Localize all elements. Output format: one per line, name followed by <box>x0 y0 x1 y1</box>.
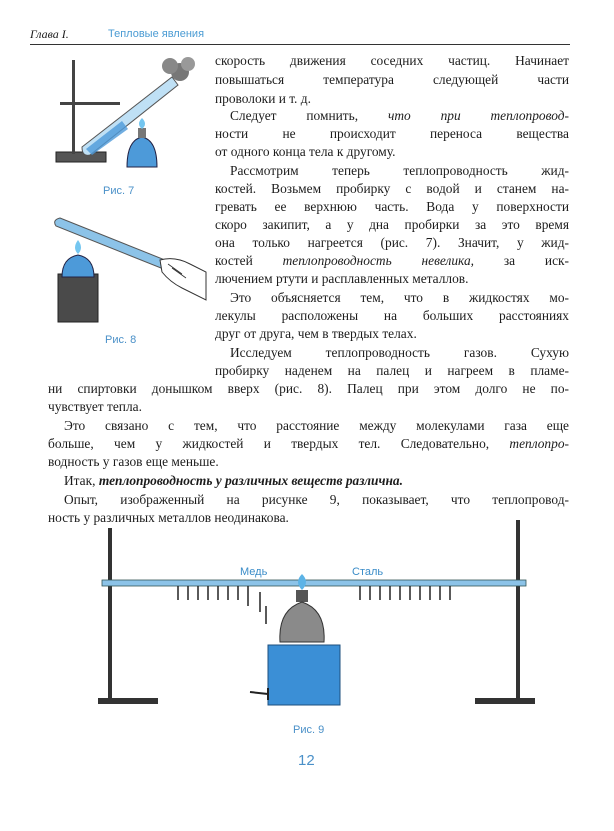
text-line: друг от друга, чем в твердых телах. <box>215 326 417 341</box>
text-line: лекулы расположены на больших расстояниях <box>215 308 569 323</box>
text-line: Исследуем теплопроводность газов. Сухую <box>230 345 569 360</box>
text-line: гревать ее верхнюю часть. Вода у поверхности <box>215 199 569 214</box>
wax-nails-right <box>360 586 450 600</box>
text-line: Рассмотрим теперь теплопроводность жид- <box>230 163 569 178</box>
lamp-block <box>268 645 340 705</box>
text-line: повышаться температура следующей части <box>215 72 569 87</box>
text-run: больше, чем у жидкостей и твердых тел. Следовательно, <box>48 436 490 451</box>
figure-9 <box>90 520 540 710</box>
figure-7-caption: Рис. 7 <box>103 185 135 197</box>
text-run: за иск- <box>503 253 569 268</box>
page-number: 12 <box>298 752 315 769</box>
text-line: скоро закипит, а у дна пробирки за это время <box>215 217 569 232</box>
wooden-block <box>58 274 98 322</box>
metal-rod <box>102 580 526 586</box>
text-line <box>64 473 403 488</box>
wax-nails-left <box>178 586 266 624</box>
fallen-nail <box>250 688 268 700</box>
text-run-bold-italic: теплопроводность у различных веществ различна. <box>98 473 403 488</box>
hand <box>160 259 206 300</box>
text-line: ни спиртовки донышком вверх (рис. 8). Палец при этом долго не по- <box>48 381 569 396</box>
text-line: ность у различных металлов неодинакова. <box>48 510 289 525</box>
figure-8-caption: Рис. 8 <box>105 334 137 346</box>
steam-cloud <box>162 57 195 81</box>
text-line: проволоки и т. д. <box>215 91 311 106</box>
text-line: костей. Возьмем пробирку с водой и станем на- <box>215 181 569 196</box>
text-line: чувствует тепла. <box>48 399 142 414</box>
text-line: скорость движения соседних частиц. Начинает <box>215 53 569 68</box>
spirit-lamp <box>62 240 94 277</box>
spirit-lamp <box>127 118 157 167</box>
text-run: Следует помнить, <box>230 108 359 123</box>
text-line: Это объясняется тем, что в жидкостях мо- <box>230 290 569 305</box>
left-stand <box>98 528 158 704</box>
text-run: костей <box>215 253 253 268</box>
right-stand <box>475 520 535 704</box>
text-line <box>230 108 569 123</box>
text-line: пробирку наденем на палец и нагреем в пламе- <box>215 363 569 378</box>
text-line: Это связано с тем, что расстояние между молекулами газа еще <box>64 418 569 433</box>
figure-7 <box>52 52 202 177</box>
text-line: Опыт, изображенный на рисунке 9, показывает, что теплопровод- <box>64 492 569 507</box>
page-header <box>30 24 570 46</box>
text-run: Итак, <box>64 473 96 488</box>
text-line <box>48 436 569 451</box>
text-line <box>215 253 569 268</box>
label-steel: Сталь <box>352 566 384 578</box>
text-line-italic: ности не происходит переноса вещества <box>215 126 569 141</box>
text-run-italic: теплопро- <box>509 436 569 451</box>
text-line-italic: водность у газов еще меньше. <box>48 454 219 469</box>
figure-9-caption: Рис. 9 <box>293 724 325 736</box>
label-copper: Медь <box>240 566 268 578</box>
header-rule <box>30 44 570 45</box>
text-run-italic: что при теплопровод- <box>387 108 569 123</box>
figure-8 <box>50 212 210 324</box>
text-line: лючением ртути и расплавленных металлов. <box>215 271 469 286</box>
text-line: она только нагреется (рис. 7). Значит, у жид- <box>215 235 569 250</box>
chapter-label: Глава I. <box>30 27 69 41</box>
test-tube <box>82 77 178 155</box>
text-line-italic: от одного конца тела к другому. <box>215 144 396 159</box>
text-run-italic: теплопроводность невелика, <box>282 253 475 268</box>
section-title: Тепловые явления <box>108 28 205 40</box>
